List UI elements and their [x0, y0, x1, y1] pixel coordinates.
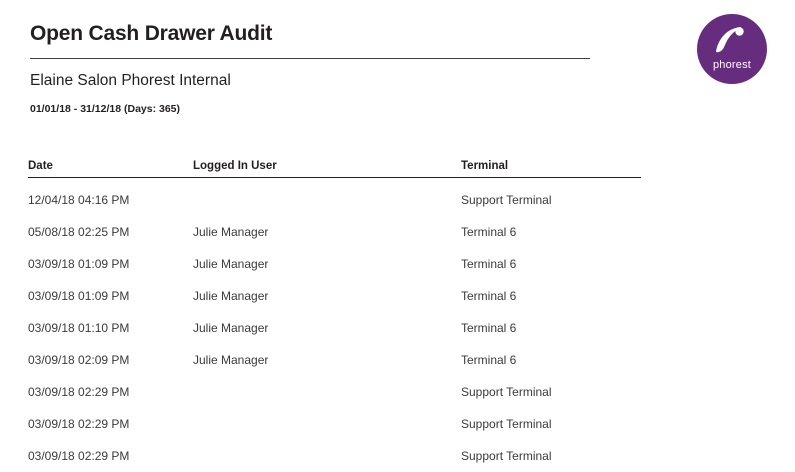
cell-terminal: Support Terminal — [461, 178, 641, 217]
cell-spacer — [641, 178, 758, 217]
report-header — [30, 22, 590, 115]
column-header-logged-in-user[interactable]: Logged In User — [193, 160, 461, 178]
table-row — [28, 440, 758, 472]
cell-terminal: Support Terminal — [461, 440, 641, 472]
cell-spacer — [641, 440, 758, 472]
cell-date: 05/08/18 02:25 PM — [28, 216, 193, 248]
cell-spacer — [641, 376, 758, 408]
table-row — [28, 216, 758, 248]
table-row — [28, 280, 758, 312]
table-row — [28, 248, 758, 280]
cell-terminal: Terminal 6 — [461, 216, 641, 248]
table-row — [28, 408, 758, 440]
phorest-swoosh-icon — [714, 25, 748, 55]
cell-terminal: Terminal 6 — [461, 344, 641, 376]
page-title: Open Cash Drawer Audit — [30, 22, 590, 59]
cell-date: 03/09/18 02:29 PM — [28, 440, 193, 472]
cell-user — [193, 376, 461, 408]
cell-spacer — [641, 344, 758, 376]
cell-terminal: Terminal 6 — [461, 248, 641, 280]
brand-logo — [697, 14, 767, 84]
logo-circle — [697, 14, 767, 84]
audit-table-body — [28, 178, 758, 472]
cell-spacer — [641, 408, 758, 440]
cell-spacer — [641, 216, 758, 248]
cell-user: Julie Manager — [193, 216, 461, 248]
page-left-margin — [0, 0, 4, 430]
cell-user: Julie Manager — [193, 280, 461, 312]
column-header-date[interactable]: Date — [28, 160, 193, 178]
cell-user — [193, 178, 461, 217]
report-subtitle: Elaine Salon Phorest Internal — [30, 59, 590, 90]
cell-terminal: Terminal 6 — [461, 312, 641, 344]
cell-spacer — [641, 280, 758, 312]
cell-user: Julie Manager — [193, 312, 461, 344]
cell-date: 03/09/18 02:09 PM — [28, 344, 193, 376]
audit-table-container — [28, 160, 758, 472]
cell-date: 03/09/18 02:29 PM — [28, 376, 193, 408]
cell-date: 03/09/18 02:29 PM — [28, 408, 193, 440]
table-row — [28, 312, 758, 344]
cell-spacer — [641, 312, 758, 344]
table-row — [28, 178, 758, 217]
cell-date: 03/09/18 01:10 PM — [28, 312, 193, 344]
cell-terminal: Support Terminal — [461, 376, 641, 408]
cell-date: 12/04/18 04:16 PM — [28, 178, 193, 217]
cell-user — [193, 440, 461, 472]
cell-date: 03/09/18 01:09 PM — [28, 280, 193, 312]
cell-user: Julie Manager — [193, 248, 461, 280]
cell-date: 03/09/18 01:09 PM — [28, 248, 193, 280]
cell-user: Julie Manager — [193, 344, 461, 376]
table-row — [28, 344, 758, 376]
column-header-terminal[interactable]: Terminal — [461, 160, 641, 178]
cell-terminal: Terminal 6 — [461, 280, 641, 312]
column-header-spacer — [641, 160, 758, 178]
table-row — [28, 376, 758, 408]
cell-terminal: Support Terminal — [461, 408, 641, 440]
logo-wordmark: phorest — [697, 59, 767, 71]
audit-table — [28, 160, 758, 472]
report-date-range: 01/01/18 - 31/12/18 (Days: 365) — [30, 90, 590, 115]
cell-user — [193, 408, 461, 440]
cell-spacer — [641, 248, 758, 280]
table-header-row — [28, 160, 758, 178]
